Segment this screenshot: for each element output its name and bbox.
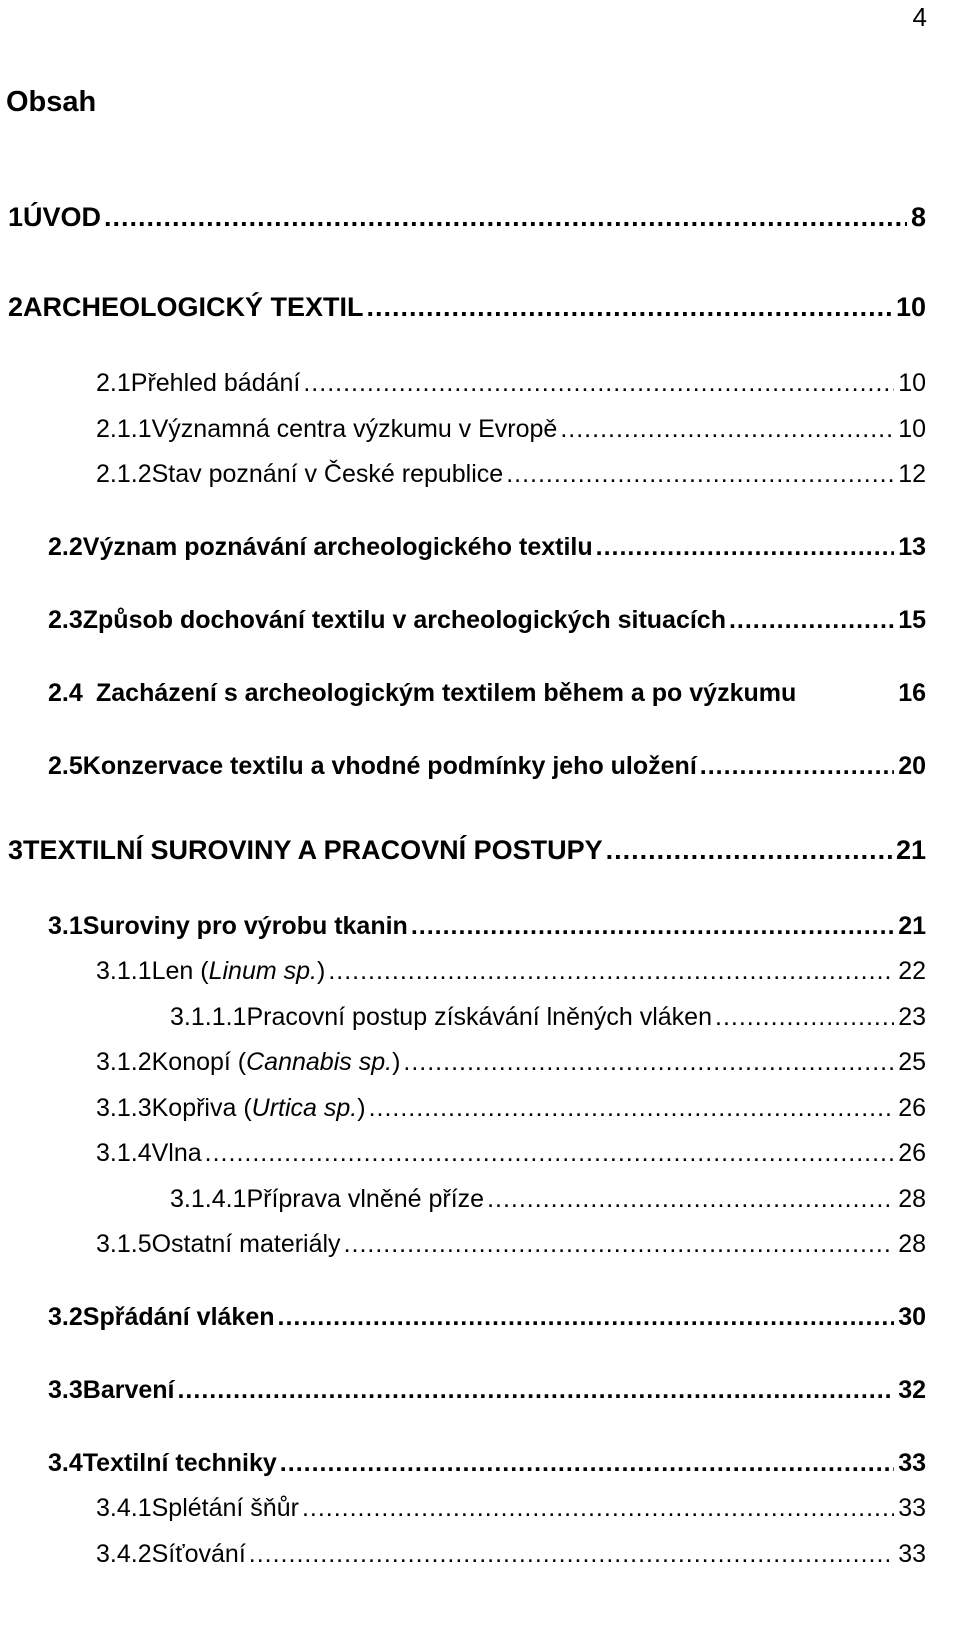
toc-entry-3-1-1-1[interactable] — [170, 1003, 926, 1032]
toc-entry-page: 26 — [898, 1094, 926, 1122]
toc-leader-dots — [177, 1376, 894, 1405]
toc-entry-page: 13 — [898, 533, 926, 561]
toc-entry-3-1-4-1[interactable] — [170, 1185, 926, 1214]
toc-entry-page: 20 — [898, 752, 926, 780]
toc-entry-page: 28 — [898, 1185, 926, 1213]
toc-entry-number: 3.1.1 — [96, 957, 152, 985]
toc-leader-dots — [249, 1540, 894, 1569]
toc-entry-3-1[interactable] — [48, 912, 926, 941]
toc-entry-title: Textilní techniky — [82, 1449, 277, 1477]
toc-entry-title: Zacházení s archeologickým textilem během a po výzkumu — [96, 679, 797, 707]
toc-entry-number: 3.1 — [48, 912, 83, 940]
toc-entry-page: 28 — [898, 1230, 926, 1258]
toc-entry-page: 10 — [898, 369, 926, 397]
toc-entry-page: 33 — [898, 1494, 926, 1522]
toc-entry-number: 3.1.5 — [96, 1230, 152, 1258]
page-number: 4 — [912, 2, 927, 32]
toc-entry-title: Přehled bádání — [130, 369, 301, 397]
toc-entry-2-4[interactable] — [48, 679, 926, 708]
toc-entry-page: 22 — [898, 957, 926, 985]
toc-entry-page: 21 — [898, 912, 926, 940]
toc-entry-number: 3.1.1.1 — [170, 1003, 247, 1031]
toc-entry-page: 32 — [898, 1376, 926, 1404]
toc-entry-3-2[interactable] — [48, 1303, 926, 1332]
toc-entry-number: 3.3 — [48, 1376, 83, 1404]
toc-entry-title: Suroviny pro výrobu tkanin — [82, 912, 408, 940]
toc-leader-dots — [729, 606, 894, 635]
toc-leader-dots — [328, 957, 894, 986]
toc-entry-title: Len (Linum sp.) — [151, 957, 326, 985]
toc-entry-2-5[interactable] — [48, 752, 926, 781]
toc-entry-page: 16 — [898, 679, 926, 707]
toc-entry-title: Významná centra výzkumu v Evropě — [151, 415, 558, 443]
toc-leader-dots — [280, 1449, 894, 1478]
toc-entry-title: Konzervace textilu a vhodné podmínky jeho uložení — [82, 752, 697, 780]
toc-entry-1[interactable] — [8, 202, 926, 233]
toc-entry-number: 3.4.1 — [96, 1494, 152, 1522]
toc-entry-page: 23 — [898, 1003, 926, 1031]
toc-entry-title: Ostatní materiály — [151, 1230, 341, 1258]
toc-leader-dots — [700, 752, 894, 781]
toc-entry-number: 2.3 — [48, 606, 83, 634]
toc-entry-2-3[interactable] — [48, 606, 926, 635]
toc-entry-title: Význam poznávání archeologického textilu — [82, 533, 593, 561]
toc-entry-2[interactable] — [8, 292, 926, 323]
toc-entry-title: Stav poznání v České republice — [151, 460, 504, 488]
toc-entry-number: 3.1.4.1 — [170, 1185, 247, 1213]
toc-entry-2-2[interactable] — [48, 533, 926, 562]
toc-entry-number: 3.4 — [48, 1449, 83, 1477]
toc-leader-dots — [560, 415, 894, 444]
toc-entry-number: 1 — [8, 202, 24, 232]
toc-entry-page: 8 — [910, 202, 926, 232]
toc-entry-number: 2.1.2 — [96, 460, 152, 488]
toc-entry-number: 3.4.2 — [96, 1540, 152, 1568]
toc-leader-dots — [369, 1094, 895, 1123]
species-name: Urtica sp. — [251, 1094, 358, 1122]
toc-leader-dots — [302, 1494, 894, 1523]
toc-entry-3-4-2[interactable] — [96, 1540, 926, 1569]
toc-entry-3-4-1[interactable] — [96, 1494, 926, 1523]
toc-entry-title: Spřádání vláken — [82, 1303, 275, 1331]
toc-entry-page: 10 — [895, 292, 926, 322]
toc-entry-title: TEXTILNÍ SUROVINY A PRACOVNÍ POSTUPY — [23, 835, 603, 865]
toc-leader-dots — [411, 912, 894, 941]
toc-leader-dots — [104, 202, 907, 233]
species-name: Cannabis sp. — [246, 1048, 393, 1076]
toc-leader-dots — [403, 1048, 894, 1077]
toc-entry-number: 2.4 — [48, 679, 83, 707]
toc-entry-3-3[interactable] — [48, 1376, 926, 1405]
toc-leader-dots — [606, 835, 892, 866]
toc-entry-title: Barvení — [82, 1376, 175, 1404]
species-name: Linum sp. — [208, 957, 317, 985]
toc-leader-dots — [303, 369, 894, 398]
toc-entry-page: 25 — [898, 1048, 926, 1076]
toc-entry-title: Konopí (Cannabis sp.) — [151, 1048, 401, 1076]
toc-entry-number: 2 — [8, 292, 24, 322]
toc-entry-page: 30 — [898, 1303, 926, 1331]
toc-entry-title: Pracovní postup získávání lněných vláken — [246, 1003, 712, 1031]
toc-entry-title: Příprava vlněné příze — [246, 1185, 485, 1213]
toc-entry-2-1-1[interactable] — [96, 415, 926, 444]
toc-entry-title: ARCHEOLOGICKÝ TEXTIL — [23, 292, 364, 322]
toc-entry-2-1[interactable] — [96, 369, 926, 398]
toc-leader-dots — [596, 533, 895, 562]
toc-entry-number: 3.1.4 — [96, 1139, 152, 1167]
toc-entry-title: Vlna — [151, 1139, 202, 1167]
toc-leader-dots — [205, 1139, 895, 1168]
toc-entry-number: 2.5 — [48, 752, 83, 780]
toc-leader-dots — [506, 460, 894, 489]
toc-leader-dots — [278, 1303, 895, 1332]
toc-entry-title: Kopřiva (Urtica sp.) — [151, 1094, 366, 1122]
toc-entry-3-1-3[interactable] — [96, 1094, 926, 1123]
toc-entry-title: ÚVOD — [23, 202, 102, 232]
toc-entry-3-4[interactable] — [48, 1449, 926, 1478]
toc-entry-page: 15 — [898, 606, 926, 634]
toc-entry-page: 10 — [898, 415, 926, 443]
toc-entry-page: 26 — [898, 1139, 926, 1167]
toc-entry-title: Způsob dochování textilu v archeologických situacích — [82, 606, 726, 634]
toc-entry-number: 3 — [8, 835, 24, 865]
toc-entry-number: 2.2 — [48, 533, 83, 561]
toc-entry-3-1-5[interactable] — [96, 1230, 926, 1259]
toc-leader-dots — [367, 292, 892, 323]
toc-entry-page: 12 — [898, 460, 926, 488]
toc-entry-number: 2.1.1 — [96, 415, 152, 443]
toc-entry-3[interactable] — [8, 835, 926, 866]
toc-entry-page: 21 — [895, 835, 926, 865]
toc-entry-number: 2.1 — [96, 369, 131, 397]
toc-entry-page: 33 — [898, 1540, 926, 1568]
toc-entry-3-1-1[interactable] — [96, 957, 926, 986]
toc-leader-dots — [487, 1185, 894, 1214]
toc-leader-dots — [344, 1230, 895, 1259]
toc-entry-title: Síťování — [151, 1540, 246, 1568]
toc-leader-dots — [715, 1003, 894, 1032]
toc-entry-number: 3.2 — [48, 1303, 83, 1331]
toc-heading: Obsah — [6, 86, 97, 118]
toc-entry-title: Splétání šňůr — [151, 1494, 299, 1522]
toc-entry-number: 3.1.3 — [96, 1094, 152, 1122]
toc-entry-3-1-2[interactable] — [96, 1048, 926, 1077]
toc-entry-3-1-4[interactable] — [96, 1139, 926, 1168]
toc-entry-2-1-2[interactable] — [96, 460, 926, 489]
toc-entry-page: 33 — [898, 1449, 926, 1477]
toc-entry-number: 3.1.2 — [96, 1048, 152, 1076]
